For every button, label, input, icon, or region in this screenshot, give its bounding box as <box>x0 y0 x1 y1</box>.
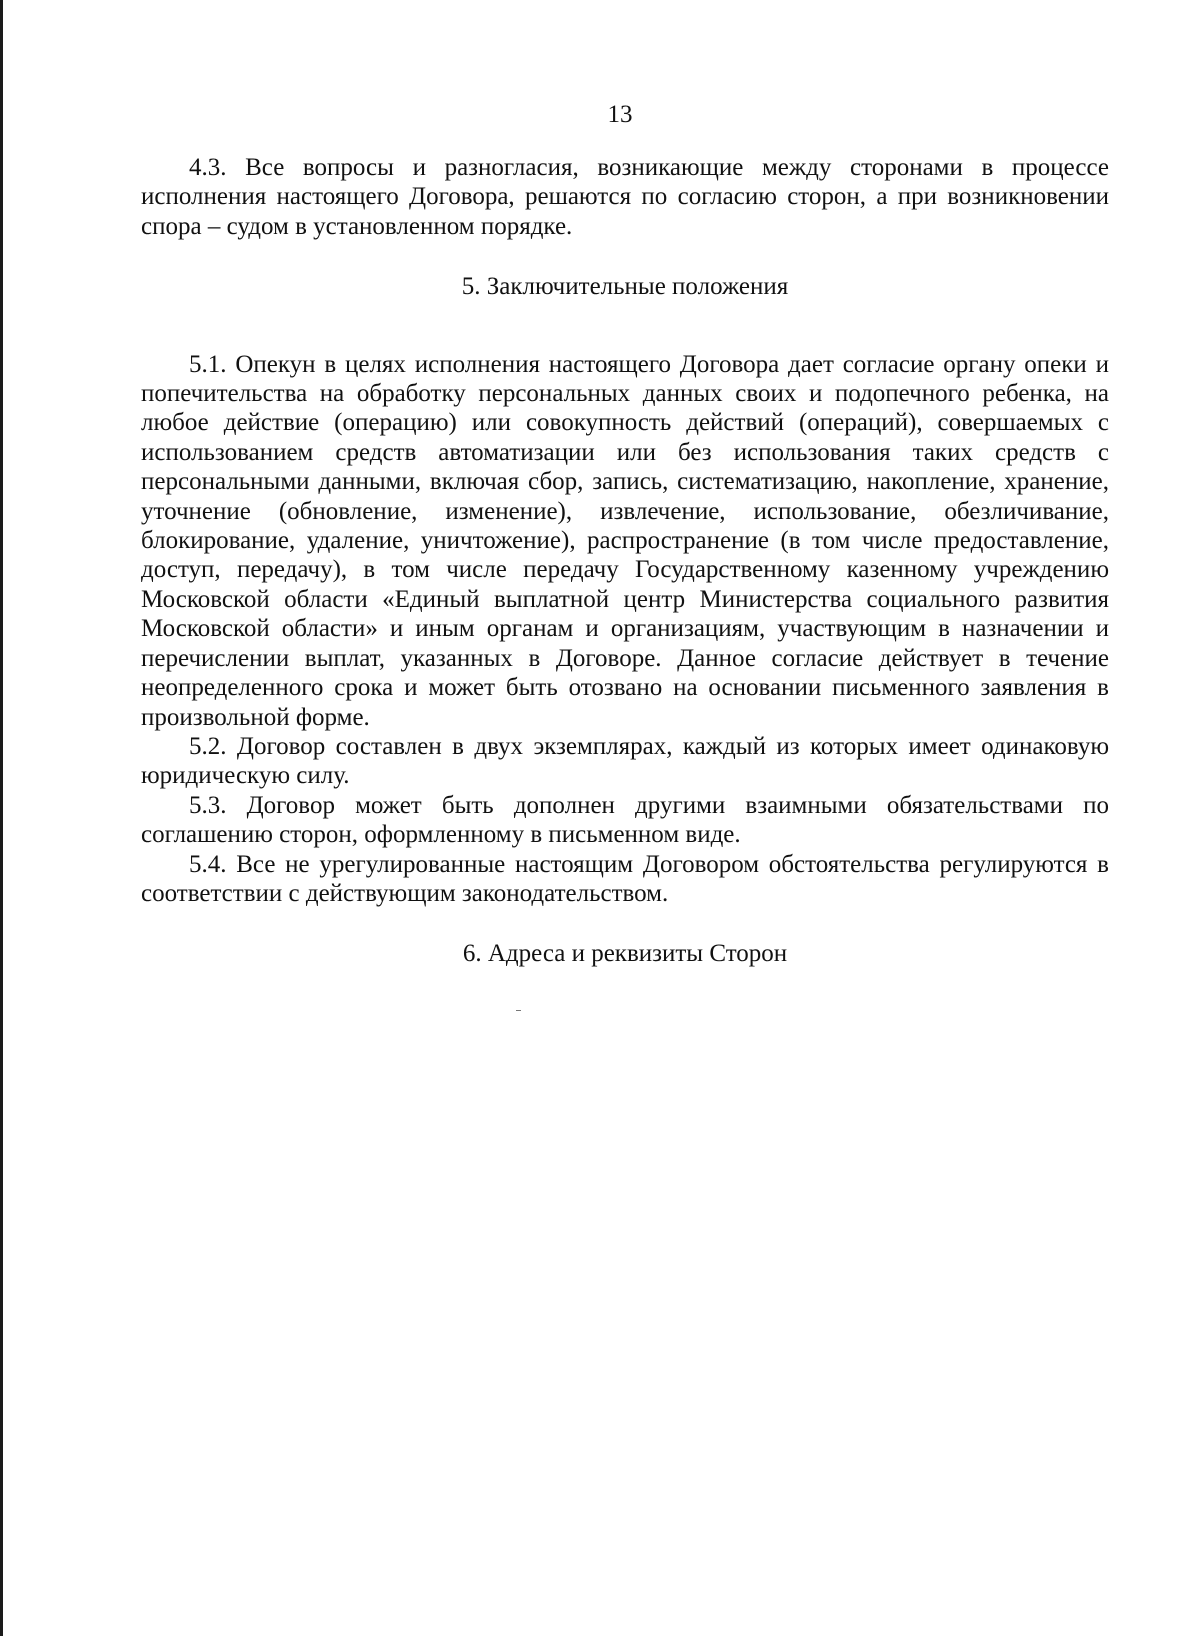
scan-speck <box>516 1010 521 1011</box>
section-heading-5: 5. Заключительные положения <box>461 273 789 301</box>
paragraph-4-3: 4.3. Все вопросы и разногласия, возникающие между сторонами в процессе исполнения настоящего Договора, решаются по согласию сторон, а при возникновении спора – судом в установленном порядке. <box>141 154 1109 240</box>
document-body <box>141 153 1109 969</box>
paragraph-5-3: 5.3. Договор может быть дополнен другими взаимными обязательствами по соглашению сторон, оформленному в письменном виде. <box>141 791 1109 849</box>
paragraph-5-2: 5.2. Договор составлен в двух экземплярах, каждый из которых имеет одинаковую юридическую силу. <box>141 732 1109 790</box>
scan-edge <box>0 0 3 1636</box>
page-number: 13 <box>607 101 633 128</box>
section-heading-6: 6. Адреса и реквизиты Сторон <box>462 940 788 968</box>
paragraph-5-1: 5.1. Опекун в целях исполнения настоящего Договора дает согласие органу опеки и попечительства на обработку персональных данных своих и подопечного ребенка, на любое действие (операцию) или совокупность действий (операций), совершаемых с использованием средств автоматизации или без использования таких средств с персональными данными, включая сбор, запись, систематизацию, накопление, хранение, уточнение (обновление, изменение), извлечение, использование, обезличивание, блокирование, удаление, уничтожение), распространение (в том числе предоставление, доступ, передачу), в том числе передачу Государственному казенному учреждению Московской области «Единый выплатной центр Министерства социального развития Московской области» и иным органам и организациям, участвующим в назначении и перечислении выплат, указанных в Договоре. Данное согласие действует в течение неопределенного срока и может быть отозвано на основании письменного заявления в произвольной форме. <box>141 350 1109 731</box>
paragraph-5-4: 5.4. Все не урегулированные настоящим Договором обстоятельства регулируются в соответствии с действующим законодательством. <box>141 850 1109 907</box>
